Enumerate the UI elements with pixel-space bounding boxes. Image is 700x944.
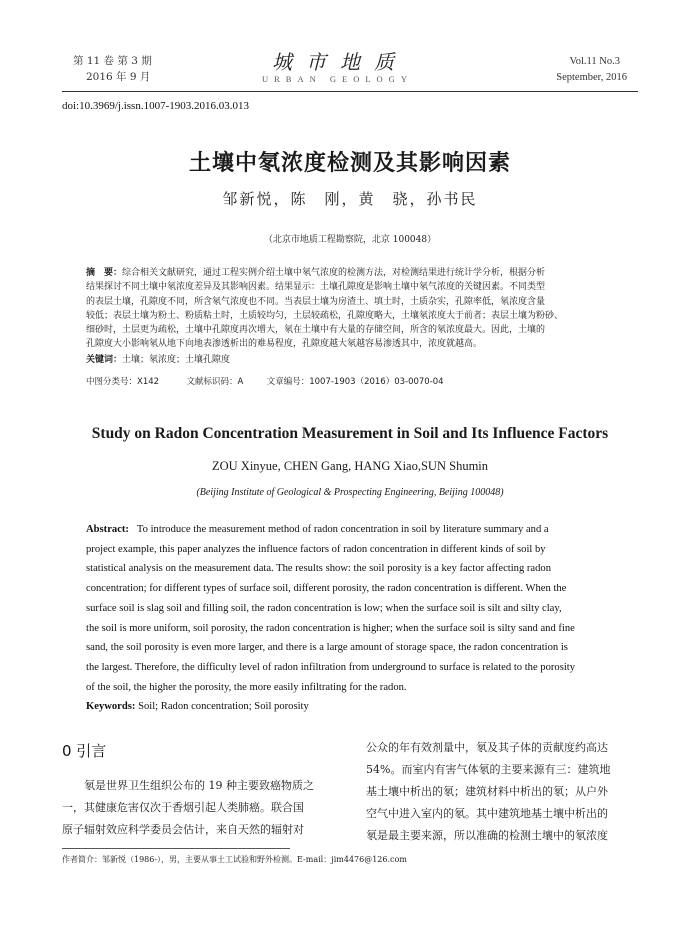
abstract-en-line: To introduce the measurement method of radon concentration in soil by literature summary and a bbox=[136, 524, 549, 535]
abstract-cn-line: 综合相关文献研究，通过工程实例介绍土壤中氡气浓度的检测方法，对检测结果进行统计学分析，根据分析 bbox=[122, 268, 546, 278]
affiliation-cn: （北京市地质工程勘察院，北京 100048） bbox=[263, 235, 437, 245]
keywords-cn-label: 关键词： bbox=[86, 354, 123, 365]
body-line: 原子辐射效应科学委员会估计，来自天然的辐射对 bbox=[62, 823, 304, 836]
journal-logo-cn: 城市地质 bbox=[272, 50, 408, 74]
clc-value: X142 bbox=[137, 377, 160, 387]
abstract-en-line: the largest. Therefore, the difficulty level of radon infiltration from underground to surface is related to the porosity bbox=[86, 661, 576, 673]
date-cn: 2016 年 9 月 bbox=[86, 71, 151, 83]
footnote-rule bbox=[62, 848, 290, 849]
volume-issue-en: Vol.11 No.3 bbox=[569, 56, 620, 67]
keywords-cn: 土壤；氡浓度；土壤孔隙度 bbox=[122, 354, 231, 365]
body-left-column bbox=[62, 775, 342, 841]
keywords-en-label: Keywords: bbox=[86, 701, 136, 713]
abstract-en-line: the soil is more uniform, soil porosity, the radon concentration is higher; when the surface soil is silty sand and fine bbox=[86, 622, 575, 634]
section-heading: 0 引言 bbox=[62, 742, 107, 760]
volume-issue-cn: 第 11 卷 第 3 期 bbox=[73, 55, 152, 67]
title-en: Study on Radon Concentration Measurement in Soil and Its Influence Factors bbox=[91, 425, 609, 442]
abstract-en-line: project example, this paper analyzes the influence factors of radon concentration in different kinds of soil by bbox=[86, 543, 546, 555]
abstract-en-line: surface soil is slag soil and filling soil, the radon concentration is low; when the surface soil is silt and silty clay, bbox=[86, 602, 562, 614]
header-rule bbox=[62, 91, 638, 92]
journal-logo-en: URBAN GEOLOGY bbox=[262, 74, 413, 84]
abstract-cn-line: 的表层土壤，孔隙度不同，所含氡气浓度也不同。当表层土壤为房渣土、填土时，土质杂实，孔隙率低，氡浓度含量 bbox=[86, 296, 546, 307]
keywords-en: Soil; Radon concentration; Soil porosity bbox=[138, 701, 309, 713]
article-no-value: 1007-1903（2016）03-0070-04 bbox=[309, 377, 444, 387]
body-line: 基土壤中析出的氡；建筑材料中析出的氡；从户外 bbox=[366, 785, 608, 798]
abstract-cn-line: 结果探讨不同土壤中氡浓度差异及其影响因素。结果显示：土壤孔隙度是影响土壤中氡气浓度的关键因素。不同类型 bbox=[86, 282, 546, 293]
body-line: 氡是世界卫生组织公布的 19 种主要致癌物质之 bbox=[84, 779, 314, 792]
abstract-cn-line: 孔隙度大小影响氡从地下向地表渗透析出的难易程度，孔隙度越大氡越容易渗透其中，浓度就越高。 bbox=[86, 339, 483, 350]
authors-cn: 邹新悦，陈 刚，黄 骁，孙书民 bbox=[222, 190, 478, 208]
abstract-en-line: sand, the soil porosity is even more larger, and there is a large amount of storage space, the radon concentration is bbox=[86, 642, 568, 654]
affiliation-en: (Beijing Institute of Geological & Prospecting Engineering, Beijing 100048) bbox=[196, 487, 504, 498]
clc-label: 中图分类号： bbox=[86, 377, 138, 387]
classification-line bbox=[86, 375, 614, 387]
body-line: 空气中进入室内的氡。其中建筑地基土壤中析出的 bbox=[366, 807, 608, 820]
abstract-en-line: concentration; for different types of surface soil, different porosity, the radon concentration is different. When the bbox=[86, 583, 567, 595]
author-footnote: 作者简介：邹新悦（1986-），男，主要从事土工试验和野外检测。E-mail：jim4476@126.com bbox=[62, 855, 407, 864]
title-cn: 土壤中氡浓度检测及其影响因素 bbox=[188, 151, 511, 176]
doc-code-value: A bbox=[237, 377, 244, 387]
abstract-cn-line: 较低；表层土壤为粉土、粉质粘土时，土质较均匀，土层较疏松，孔隙度略大，土壤氡浓度大于前者；表层土壤为粉砂、 bbox=[86, 310, 564, 321]
authors-en: ZOU Xinyue, CHEN Gang, HANG Xiao,SUN Shumin bbox=[211, 459, 489, 473]
abstract-en bbox=[86, 520, 614, 717]
body-line: 54%。而室内有害气体氡的主要来源有三：建筑地 bbox=[366, 763, 611, 776]
abstract-en-line: of the soil, the higher the porosity, the more easily infiltrating for the radon. bbox=[86, 681, 407, 693]
doc-code-label: 文献标识码： bbox=[186, 377, 238, 387]
date-en: September, 2016 bbox=[556, 72, 627, 83]
abstract-cn-label: 摘 要： bbox=[86, 268, 123, 278]
abstract-en-line: statistical analysis on the measurement data. The results show: the soil porosity is a key factor affecting radon bbox=[86, 563, 552, 575]
body-line: 公众的年有效剂量中，氡及其子体的贡献度约高达 bbox=[366, 741, 608, 754]
body-line: 一，其健康危害仅次于香烟引起人类肺癌。联合国 bbox=[62, 801, 304, 814]
article-no-label: 文章编号： bbox=[266, 377, 310, 387]
abstract-en-label: Abstract: bbox=[86, 524, 129, 535]
body-right-column bbox=[366, 737, 640, 847]
abstract-cn bbox=[86, 266, 614, 367]
body-line: 氡是最主要来源，所以准确的检测土壤中的氡浓度 bbox=[366, 829, 608, 842]
abstract-cn-line: 细砂时，土层更为疏松，土壤中孔隙度再次增大，氡在土壤中有大量的存储空间，所含的氡浓度最大。因此，土壤的 bbox=[86, 325, 546, 336]
doi: doi:10.3969/j.issn.1007-1903.2016.03.013 bbox=[62, 100, 250, 112]
